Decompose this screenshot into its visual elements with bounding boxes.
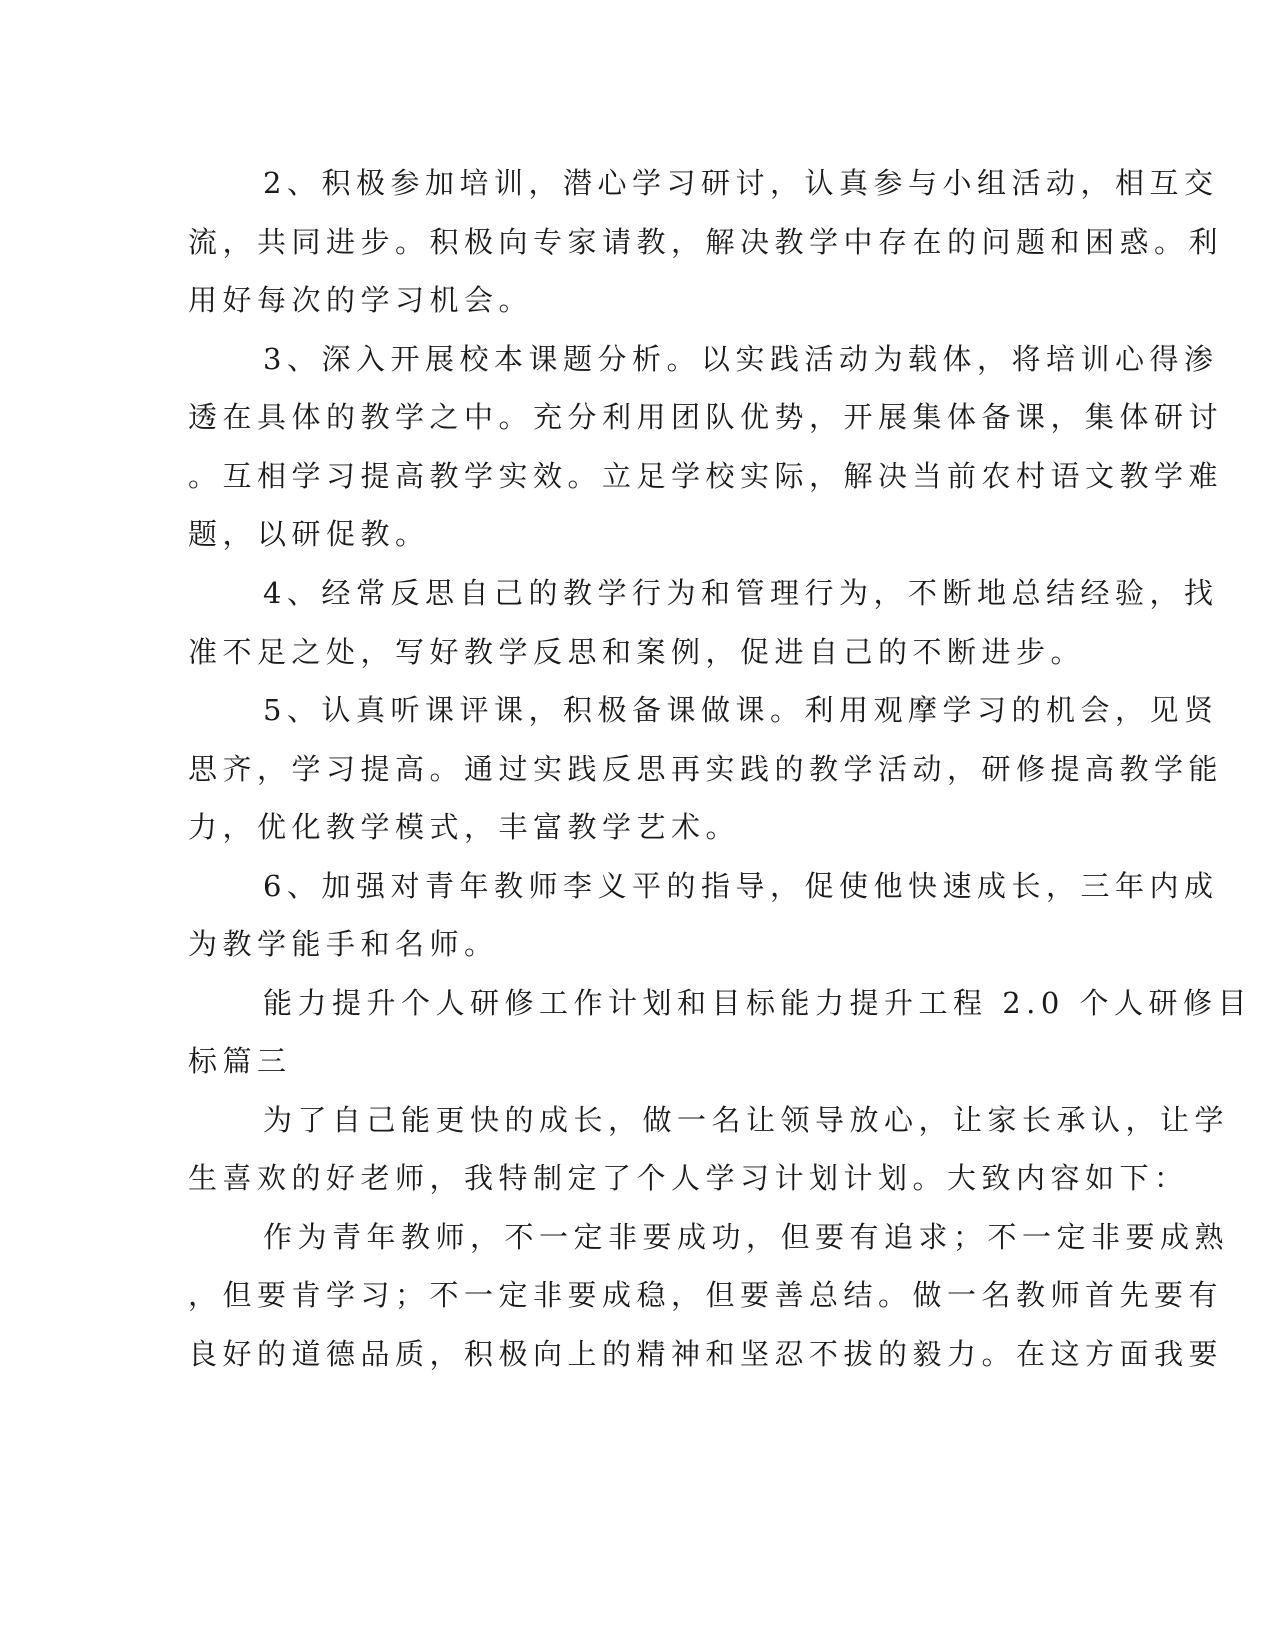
text-line: 生喜欢的好老师，我特制定了个人学习计划计划。大致内容如下： xyxy=(188,1161,1189,1195)
text-line: ，但要肯学习；不一定非要成稳，但要善总结。做一名教师首先要有 xyxy=(188,1278,1224,1312)
text-line: 4、经常反思自己的教学行为和管理行为，不断地总结经验，找 xyxy=(263,576,1219,610)
text-line: 用好每次的学习机会。 xyxy=(188,283,534,317)
text-line: 2、积极参加培训，潜心学习研讨，认真参与小组活动，相互交 xyxy=(263,166,1219,200)
text-line: 为教学能手和名师。 xyxy=(188,927,499,961)
section-heading-line: 能力提升个人研修工作计划和目标能力提升工程 2.0 个人研修目 xyxy=(263,986,1253,1020)
text-line: 力，优化教学模式，丰富教学艺术。 xyxy=(188,810,741,844)
text-line: 为了自己能更快的成长，做一名让领导放心，让家长承认，让学 xyxy=(263,1103,1230,1137)
section-heading-line: 标篇三 xyxy=(188,1044,292,1078)
text-line: 良好的道德品质，积极向上的精神和坚忍不拔的毅力。在这方面我要 xyxy=(188,1337,1224,1371)
text-line: 思齐，学习提高。通过实践反思再实践的教学活动，研修提高教学能 xyxy=(188,752,1224,786)
text-line: 准不足之处，写好教学反思和案例，促进自己的不断进步。 xyxy=(188,635,1086,669)
text-line: 流，共同进步。积极向专家请教，解决教学中存在的问题和困惑。利 xyxy=(188,225,1224,259)
text-line: 。互相学习提高教学实效。立足学校实际，解决当前农村语文教学难 xyxy=(188,459,1224,493)
text-line: 透在具体的教学之中。充分利用团队优势，开展集体备课，集体研讨 xyxy=(188,400,1224,434)
text-line: 3、深入开展校本课题分析。以实践活动为载体，将培训心得渗 xyxy=(263,342,1219,376)
text-line: 6、加强对青年教师李义平的指导，促使他快速成长，三年内成 xyxy=(263,869,1219,903)
text-line: 作为青年教师，不一定非要成功，但要有追求；不一定非要成熟 xyxy=(263,1220,1230,1254)
text-line: 题，以研促教。 xyxy=(188,517,430,551)
text-line: 5、认真听课评课，积极备课做课。利用观摩学习的机会，见贤 xyxy=(263,693,1219,727)
